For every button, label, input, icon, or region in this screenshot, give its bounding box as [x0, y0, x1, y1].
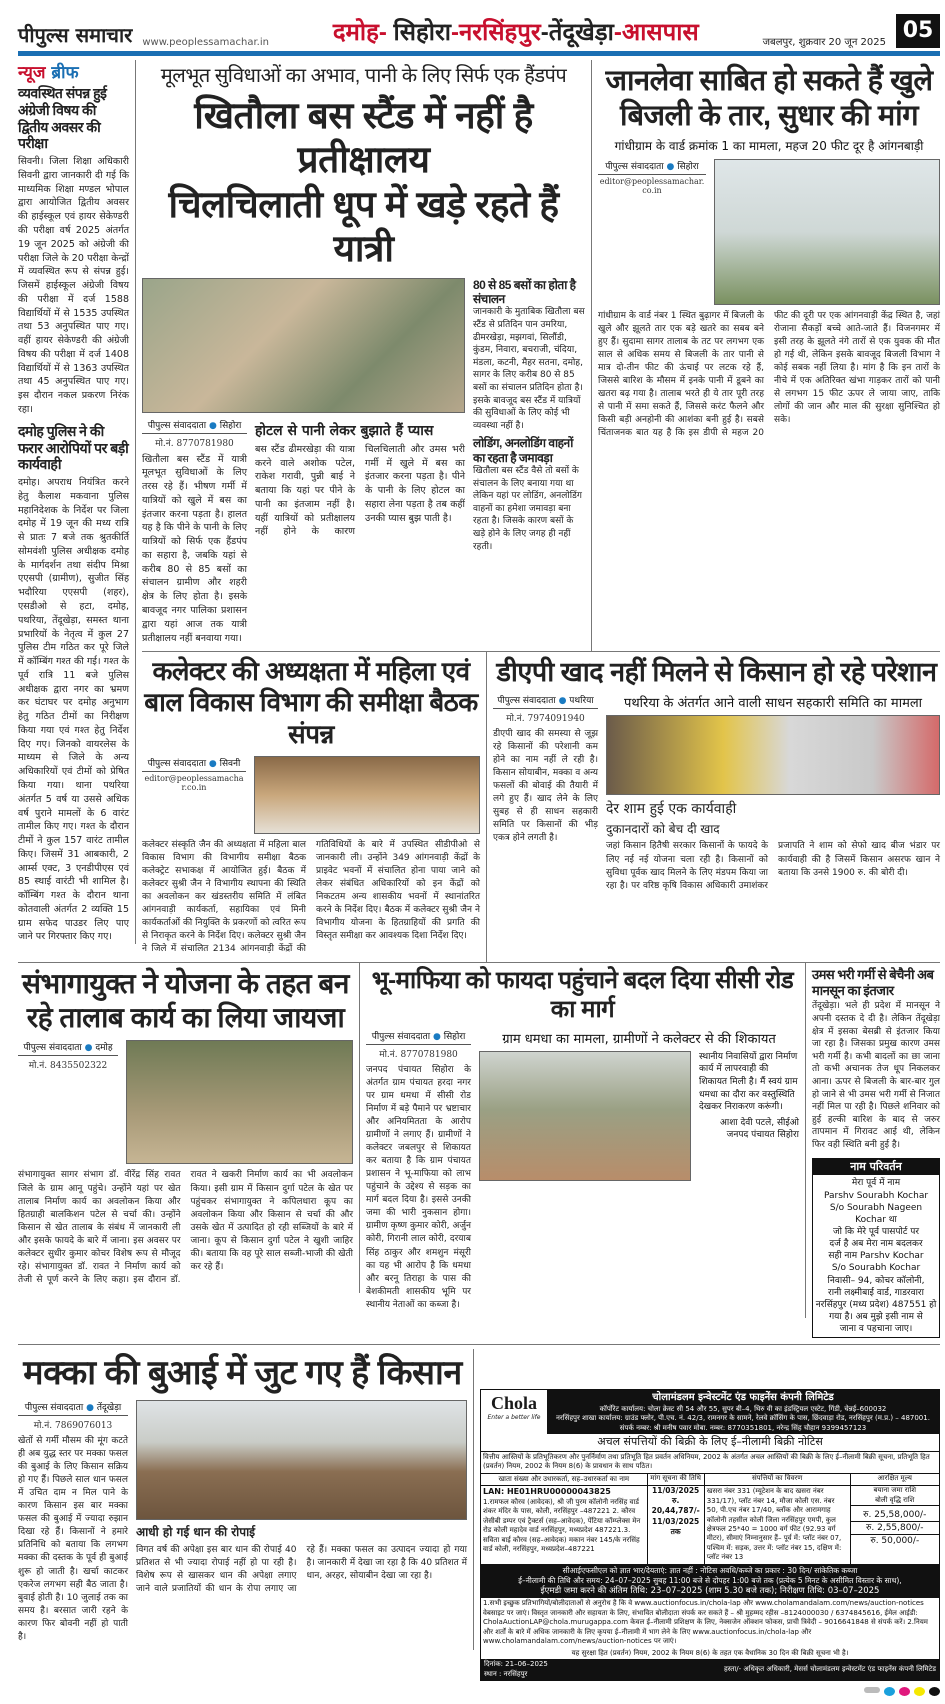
road-headline: भू-माफिया को फायदा पहुंचाने बदल दिया सीसी रोड का मार्ग	[371, 967, 794, 1024]
company-name: चोलामंडलम इन्वेस्टमेंट एंड फाइनेंस कंपनी लिमिटेड	[652, 1392, 834, 1404]
page-number: 05	[896, 14, 940, 48]
reserve-price: रु. 25,58,000/-	[851, 1509, 939, 1522]
dap-subhead-2: दुकानदारों को बेच दी खाद	[606, 821, 720, 836]
byline-place: सिहोरा	[219, 420, 242, 431]
byline: पीपुल्स संवाददाता	[147, 420, 207, 431]
brief-label-b: ब्रीफ	[51, 63, 79, 83]
notice-title: अचल संपत्तियों की बिक्री के लिए ई–नीलामी बिक्री नोटिस	[481, 1434, 939, 1452]
name-change-line: रानी लक्ष्मीबाई वार्ड, गाडरवारा	[828, 1287, 924, 1298]
sidebar-title: लोडिंग, अनलोडिंग वाहनों का रहता है जमावड़ा	[473, 436, 573, 465]
section-title	[279, 15, 753, 48]
emd-deadline: ईएमडी जमा करने की अंतिम तिथि: 23–07–2025 (शाम 5.30 बजे तक); निरीक्षण तिथि: 03–07–2025	[540, 1585, 880, 1596]
statutory-note: यह सुरक्षा हित (प्रवर्तन) नियम, 2002 के नियम 8(6) के तहत एक वैधानिक 30 दिन की बिक्री सूचना भी है।	[571, 1648, 849, 1657]
byline: पीपुल्स संवाददाता	[23, 1043, 82, 1054]
maize-body: खेतों से गर्मी मौसम की मूंग कटते ही अब युद्ध स्तर पर मक्का फसल की बुआई के लिए किसान सक्रिय हो गए हैं। पिछले साल धान फसल में उचित दाम न मिल पाने के कारण किसान इस बार मक्का फसल की बुआई में ज्यादा रुझान दिखा रहे हैं। किसानों ने हमारे प्रतिनिधि को बताया कि लगभग मक्का की दस्तक के पूर्व ही बुआई शुरू हो जाती है। खर्चा काटकर एकरेज लगभग सही बैठ जाता है। बुवाई होती है। 10 जुलाई तक का समय है। बरसात जारी रहने के कारण फिर बोवनी नहीं हो पाती है।	[18, 1436, 128, 1642]
name-change-line: जाना व पहचाना जाए।	[839, 1324, 913, 1335]
byline: पीपुल्स संवाददाता	[147, 758, 207, 769]
chola-auction-ad	[480, 1389, 940, 1681]
byline-place: सिवनी	[219, 758, 241, 769]
weather-headline: उमस भरी गर्मी से बेचैनी अब मानसून का इंतजार	[812, 967, 934, 998]
section-title-part: सिहोरा	[386, 19, 451, 46]
main-body: खितौला बस स्टैंड में यात्री मूलभूत सुविधाओं के लिए तरस रहे हैं। भीषण गर्मी में यात्रियों को खुले में बस का इंतजार करना पड़ता है। हालत यह है कि पीने के पानी के लिए यात्रियों को सिर्फ एक हैंडपंप का सहारा है, जबकि यहां से करीब 80 से 85 बसों का संचालन ग्रामीण और शहरी क्षेत्र के लिए होता है। इसके बावजूद नगर पालिका प्रशासन द्वारा यहां आज तक यात्री प्रतीक्षालय नहीं बनवाया गया।	[142, 453, 247, 644]
dap-subhead: पथरिया के अंतर्गत आने वाली साधन सहकारी समिति का मामला	[623, 695, 923, 711]
mobile: मो.नं. 7974091940	[506, 713, 585, 724]
maize-body-2: विगत वर्ष की अपेक्षा इस बार धान की रोपाई 40 प्रतिशत से भी ज्यादा रोपाई नहीं हो पा रही है। विशेष रूप से खासकर धान की अपेक्षा लगाए जाने वाले प्रजातियों की धान के रोपा लगाए जा रहे हैं। मक्का फसल का उत्पादन ज्यादा हो गया है। जानकारी में देखा जा रहा है कि 40 प्रतिशत में धान, अरहर, सोयाबीन देखा जा रहा है।	[136, 1544, 467, 1594]
demand-till: 11/03/2025 तक	[652, 1516, 700, 1536]
meeting-photo	[254, 756, 480, 834]
dap-body-2: जहां किसान हितैषी सरकार किसानों के फायदे के लिए नई नई योजना चला रही है। किसानों को सुविधा पूर्वक खाद मिलने के लिए मंडपम किया जा रहा है। पर वरिष्ठ कृषि विकास अधिकारी उमाशंकर प्रजापति ने शाम को सेफो खाद बीज भंडार पर कार्यवाही की है जिसमें किसान असरफ खान ने बताया कि उनसे 1900 रु. की बोरी दी।	[606, 841, 940, 891]
name-change-line: सही नाम Parshv Kochar	[828, 1251, 924, 1262]
name-change-line: S/o Sourabh Kochar	[831, 1263, 921, 1274]
weather-body: तेंदूखेड़ा। भले ही प्रदेश में मानसून ने अपनी दस्तक दे दी है। लेकिन तेंदूखेड़ा क्षेत्र में इसका बेसब्री से इंतजार किया जा रहा है। जिसका प्रमुख कारण उमस भरी गर्मी है। कभी बादलों का छा जाना तो कभी अचानक तेज धूप निकलकर आना। ऊपर से बिजली के बार-बार गुल हो जाने से भी उमस भरी गर्मी से निजात नहीं मिल पा रही है। पिछले शनिवार को हुई हल्की बारिश के बाद से जरुर तापमान में गिरावट आई थी, लेकिन फिर वही स्थिति बनी हुई है।	[812, 1001, 940, 1150]
name-change-title: नाम परिवर्तन	[813, 1159, 939, 1176]
collector-body: कलेक्टर संस्कृति जैन की अध्यक्षता में महिला बाल विकास विभाग की विभागीय समीक्षा बैठक कलेक्ट्रेट सभाकक्ष में आयोजित हुई। बैठक में कलेक्टर सुश्री जैन ने विभागीय स्थापना की स्थिति का अवलोकन कर खंडस्तरीय समिति में लंबित आंगनवाड़ी कार्यकर्ता, सहायिका एवं मिनी कार्यकर्ताओं की नियुक्ति के प्रकरणों को त्वरित रूप से निराकृत करने के निर्देश दिए। कलेक्टर सुश्री जैन ने जिले में संचालित 2134 आंगनवाड़ी केंद्रों की गतिविधियों के बारे में उपस्थित सीडीपीओ से जानकारी ली। उन्होंने 349 आंगनवाड़ी केंद्रों के प्राइवेट भवनों में संचालित होना पाया जाने को लेकर संबंधित अधिकारियों को इन केंद्रों को निकटतम अन्य शासकीय भवनों में स्थानांतरित करने के निर्देश दिए। बैठक में कलेक्टर सुश्री जैन ने विभागीय योजना के हितग्राहियों की प्रगति की विस्तृत समीक्षा कर आवश्यक दिशा निर्देश दिए।	[142, 839, 480, 955]
byline: पीपुल्स संवाददाता	[24, 1403, 84, 1414]
email: editor@peoplessamachar.co.in	[144, 773, 244, 792]
emd-amount: रु. 2,55,800/-	[851, 1522, 939, 1535]
terms: 1.सभी इच्छुक प्रतिभागियों/बोलीदाताओं से अनुरोध है कि वे www.auctionfocus.in/chola-lap और www.cholamandalam.com/news/auction-notices वेबसाइट पर जाएं। विस्तृत जानकारी और सहायता के लिए, संभावित बोलीदाता संपर्क कर सकते हैं – श्री मुहम्मद रहीस –8124000030 / 6374845616, ईमेल आईडी: CholaAuctionLAP@chola.murugappa.com केवल ई–नीलामी प्रशिक्षण के लिए, नेक्सजेन ऑक्शन फोकस, प्राची त्रिवेदी – 9016641848 से संपर्क करें। 2.नियम और शर्तों के बारे में अधिक जानकारी के लिए कृपया ई–नीलामी में भाग लेने के लिए www.auctionfocus.in/chola-lap और www.cholamandalam.com/news/auction-notices पर जाएं।	[483, 1599, 928, 1646]
brief-headline: दमोह पुलिस ने की फरार आरोपियों पर बड़ी कार्यवाही	[18, 422, 129, 473]
th-account: खाता संख्या और उधारकर्ता, सह–उधारकर्ता का नाम	[481, 1474, 648, 1485]
name-change-line: मेरा पूर्व में नाम	[851, 1178, 901, 1189]
officer-quote	[699, 1051, 799, 1142]
byline-place: सिहोरा	[443, 1031, 466, 1042]
wire-body: गांधीग्राम के वार्ड नंबर 1 स्थित बुढ़ागर में बिजली के खुले और झूलते तार एक बड़े खतरे का सबब बने हुए हैं। सुदामा सागर तालाब के तट पर लगभग एक साल से अधिक समय से बिजली के तार पानी से मात्र दो-तीन फीट की ऊंचाई पर लटक रहे हैं, जिससे बारिश के मौसम में इनके पानी में डूबने का खतरा बढ़ गया है। तालाब भरते ही ये तार पूरी तरह से पानी में समा सकते हैं, जिससे करंट फैलने और किसी बड़ी अनहोनी की आशंका बनी हुई है। सबसे चिंताजनक बात यह है कि इस डीपी से महज 20 फीट की दूरी पर एक आंगनवाड़ी केंद्र स्थित है, जहां रोजाना सैकड़ों बच्चे आते-जाते हैं। विजनगमर में इसी तरह के झूलते नंगे तारों से एक युवक की मौत हो गई थी, लेकिन इसके बावजूद बिजली विभाग ने कोई सबक नहीं लिया है। मांग है कि इन तारों के नीचे में एक अतिरिक्त खंभा गाड़कर तारों को पानी से लगभग 15 फीट ऊपर ले जाया जाए, ताकि लोगों की जान और माल की सुरक्षा सुनिश्चित हो सके।	[598, 310, 940, 439]
tank-story: संभागायुक्त ने योजना के तहत बन रहे तालाब कार्य का लिया जायजा पीपुल्स संवाददाता ● दमोह मो.नं. 8435502322 संभागायुक्त सागर संभाग डॉ. वीरेंद्र सिंह रावत जिले के ग्राम आनू पहुंचे। उन्होंने यहां पर खेत तालाब निर्माण कार्य का अवलोकन किया और हितग्राही बालकिशन पटेल से चर्चा की। उन्होंने किसान से खेत तालाब के संबंध में जानकारी ली और इसके फायदे के बारे में जाना। इस अवसर पर कलेक्टर सुधीर कुमार कोचर विशेष रूप से मौजूद रहे। संभागायुक्त डॉ. रावत ने निर्माण कार्य को तेजी से पूर्ण करने के लिए कहा। इस दौरान डॉ. रावत ने खकरी निर्माण कार्य का भी अवलोकन किया। इसी ग्राम में किसान दुर्गा पटेल के खेत पर पहुंचकर संभागायुक्त ने कपिलधारा कूप का अवलोकन किया और किसान से चर्चा की और उसके खेत में उत्पादित हो रही सब्जियों के बारे में जाना। कूप से किसान दुर्गा पटेल ने खुशी जाहिर की। बताया कि वह पूरे साल सब्जी-भाजी की खेती कर रहे हैं।	[18, 963, 360, 1293]
brief-headline: व्यवस्थित संपन्न हुई अंग्रेजी विषय की द्वितीय अवसर की परीक्षा	[18, 85, 107, 152]
increment-amount: रु. 50,000/-	[870, 1536, 920, 1547]
loan-account: LAN: HE01HRU00000043825	[483, 1487, 611, 1497]
byline: पीपुल्स संवाददाता	[371, 1031, 431, 1042]
dap-subhead-3: देर शाम हुई एक कार्यवाही	[606, 800, 737, 817]
encumbrance: सीआईएफसीएल को ज्ञात भार/देयताएं: ज्ञात नहीं : नोटिस अवधि/कब्जे का प्रकार : 30 दिन/ सांकेतिक कब्जा	[562, 1565, 858, 1575]
main-kicker: मूलभूत सुविधाओं का अभाव, पानी के लिए सिर्फ एक हैंडपंप	[160, 65, 567, 87]
road-story: भू-माफिया को फायदा पहुंचाने बदल दिया सीसी रोड का मार्ग पीपुल्स संवाददाता ● सिहोरा मो.नं. 8770781980 जनपद पंचायत सिहोरा के अंतर्गत ग्राम पंचायत हरदा नगर पर ग्राम धमधा में सीसी रोड निर्माण में बड़े पैमाने पर भ्रष्टाचार और अनियमितता के आरोप ग्रामीणों ने लगाए हैं। ग्रामीणों ने कलेक्टर जबलपुर से शिकायत कर बताया है कि ग्राम पंचायत प्रशासन ने भू-माफिया को लाभ पहुंचाने के उद्देश्य से सड़क का मार्ग बदल दिया है। इससे उनकी जमा की भारी नुकसान होगा। ग्रामीण कृष्ण कुमार कोरी, अर्जुन कोरी, गिरानी लाल कोरी, दरयाब सिंह ठाकुर और शमशुन मंसूरी का यह भी आरोप है कि धमधा और बरनू तिराहा के पास की बेशकीमती शासकीय भूमि पर स्थानीय नेताओं का कब्जा है। ग्राम धमधा का मामला, ग्रामीणों ने कलेक्टर से की शिकायत स्थानीय निवासियों द्वारा निर्माण कार्य में लापरवाही की शिकायत मिली है। मैं स्वयं ग्राम धमधा का दौरा कर वस्तुस्थिति देखकर निराकरण करूंगी। आशा देवी पटले, सीईओ जनपद पंचायत सिहोरा	[366, 963, 806, 1317]
byline-place: पथरिया	[569, 695, 594, 706]
notice-date: दिनांक: 21–06–2025	[484, 1660, 548, 1669]
name-change-line: S/o Sourabh Nageen Kochar था	[829, 1202, 923, 1225]
mobile: मो.नं. 8770781980	[379, 1049, 458, 1060]
notice-intro: वित्तीय आस्तियों के प्रतिभूतिकरण और पुनर्निर्माण तथा प्रतिभूति हित प्रवर्तन अधिनियम, 2002 के अंतर्गत अचल आस्तियों की बिक्री के लिए ई–नीलामी बिक्री सूचना, प्रतिभूति हित (प्रवर्तन) नियम, 2002 के नियम 8(6) के प्रावधान के साथ पठित।	[481, 1452, 939, 1474]
collector-headline: कलेक्टर की अध्यक्षता में महिला एवं बाल विकास विभाग की समीक्षा बैठक संपन्न	[144, 656, 478, 749]
road-subhead: ग्राम धमधा का मामला, ग्रामीणों ने कलेक्टर से की शिकायत	[502, 1031, 776, 1047]
wire-headline: जानलेवा साबित हो सकते हैं खुले बिजली के तार, सुधार की मांग	[605, 65, 933, 132]
chola-tagline: Enter a better life	[487, 1414, 541, 1422]
email: editor@peoplessamachar.co.in	[599, 176, 705, 195]
fertilizer-shop-photo	[606, 715, 940, 795]
contact-numbers: संपर्क नम्बर: श्री मनीष पवार मोबा. नम्बर: 8770351801, नरेन्द्र सिंह चौहान 9399457123	[619, 1423, 867, 1432]
byline-place: तेंदूखेड़ा	[96, 1403, 122, 1414]
byline: पीपुल्स संवाददाता	[497, 695, 556, 706]
road-construction-photo	[479, 1051, 691, 1181]
main-sidebar	[473, 278, 585, 554]
website[interactable]: www.peoplessamachar.in	[142, 37, 269, 48]
quote-author-office: जनपद पंचायत सिहोरा	[726, 1130, 799, 1141]
quote-author: आशा देवी पटले, सीईओ	[720, 1117, 799, 1128]
section-title-part: -तेंदूखेड़ा	[540, 19, 614, 46]
name-change-line: Parshv Sourabh Kochar	[823, 1190, 929, 1201]
property-description: खसरा नंबर 331 (म्यूटेशन के बाद खसरा नंबर 331/17), प्लॉट नंबर 14, मौजा कोली एस. नंबर 50, पी.एच नंबर 17/40, ब्लॉक और आरामगाह कॉलोनी तहसील कोली जिला नरसिंहपुर एमपी, कुल क्षेत्रफल 25*40 = 1000 वर्ग फीट (92.93 वर्ग मीटर), सीमाएं निम्नानुसार हैं– पूर्व में: प्लॉट नंबर 07, पश्चिम में: सड़क, उत्तर में: प्लॉट नंबर 15, दक्षिण में: प्लॉट नंबर 13	[705, 1485, 851, 1564]
quote-text: स्थानीय निवासियों द्वारा निर्माण कार्य में लापरवाही की शिकायत मिली है। मैं स्वयं ग्राम धमधा का दौरा कर वस्तुस्थिति देखकर निराकरण करूंगी।	[699, 1051, 798, 1113]
logo: पीपुल्स समाचार	[18, 23, 133, 47]
name-change-line: निवासी– 94, कोचर कॉलोनी,	[827, 1275, 925, 1286]
main-story: मूलभूत सुविधाओं का अभाव, पानी के लिए सिर्फ एक हैंडपंप खितौला बस स्टैंड में नहीं है प्रतीक्षालय चिलचिलाती धूप में खड़े रहते हैं यात्री पीपुल्स संवाददाता ● सिहोरा मो.नं. 8770781980 खितौला बस स्टैंड में यात्री मूलभूत सुविधाओं के लिए तरस रहे हैं। भीषण गर्मी में यात्रियों को खुले में बस का इंतजार करना पड़ता है। हालत यह है कि पीने के पानी के लिए यात्रियों को सिर्फ एक हैंडपंप का सहारा है, जबकि यहां से करीब 80 से 85 बसों का संचालन ग्रामीण और शहरी क्षेत्र के लिए होता है। इसके बावजूद नगर पालिका प्रशासन द्वारा यहां आज तक यात्री प्रतीक्षालय नहीं बनवाया गया। होटल से पानी लेकर बुझाते हैं प्यास बस स्टैंड ढीमरखेड़ा की यात्रा करने वाले अशोक पटेल, राकेश गरावी, पुन्नी बाई ने बताया कि यहां पर पीने के पानी का इंतजाम नहीं है। यहीं यात्रियों को प्रतीक्षालय नहीं होने के कारण चिलचिलाती और उमस भरी गर्मी में खुले में बस का इंतजार करना पड़ता है। पीने के पानी के लिए होटल का सहारा लेना पड़ता है तब कहीं उनकी प्यास बुझ पाती है। 80 से 85 बसों का होता है संचालन जानकारी के मुताबिक खितौला बस स्टैंड से प्रतिदिन पान उमरिया, ढीमरखेड़ा, मझगवां, सिलौंडी, कुंडम, निवारा, बचराजी, चंदिया, मंडला, कटनी, मैहर सतना, दमोह, सागर के लिए करीब 80 से 85 बसों का संचालन प्रतिदिन होता है। इसके बावजूद बस स्टैंड में यात्रियों की सुविधाओं के लिए कोई भी व्यवस्था नहीं है। लोडिंग, अनलोडिंग वाहनों का रहता है जमावड़ा खितौला बस स्टैंड वैसे तो बसों के संचालन के लिए बनाया गया था लेकिन यहां पर लोडिंग, अनलोडिंग वाहनों का हमेशा जमावड़ा बना रहता है। जिसके कारण बसों के खड़े होने के लिए जगह ही नहीं रहती।	[142, 60, 592, 651]
name-change-line: गया है। अब मुझे इसी नाम से	[829, 1311, 923, 1322]
name-change-line: जो कि मेरे पूर्व पासपोर्ट पर	[832, 1226, 920, 1237]
branch-address: नरसिंहपुर शाखा कार्यालय: ग्राउंड फ्लोर, पी.एच. नं. 42/3, रामनगर के सामने, रेलवे क्रॉसिंग के पास, छिंदवाड़ा रोड, नरसिंहपुर (म.प्र.) – 487001.	[556, 1414, 930, 1423]
brief-body: सिवनी। जिला शिक्षा अधिकारी सिवनी द्वारा जानकारी दी गई कि माध्यमिक शिक्षा मण्डल भोपाल द्वारा आयोजित द्वितीय अवसर की हाईस्कूल एवं हायर सेकेण्डरी की परीक्षा वर्ष 2025 अंतर्गत 19 जून 2025 को अंग्रेजी की परीक्षा जिले के 20 परीक्षा केन्द्रों में व्यवस्थित रूप से संपन्न हुई। जिसमें हाईस्कूल अंग्रेजी विषय की परीक्षा में दर्ज 1588 विद्यार्थियों में से 1535 उपस्थित तथा 53 अनुपस्थित पाए गए। वहीं हायर सेकेण्डरी की अंग्रेजी विषय की परीक्षा में दर्ज 1408 विद्यार्थियों में से 1363 उपस्थित तथा 45 अनुपस्थित पाए गए। इस दौरान नकल प्रकरण निरंक रहा।	[18, 156, 129, 415]
increment-label: बोली वृद्धि राशि	[851, 1496, 939, 1506]
wire-subhead: गांधीग्राम के वार्ड क्रमांक 1 का मामला, महज 20 फीट दूर है आंगनबाड़ी	[614, 138, 924, 153]
maize-story: मक्का की बुआई में जुट गए हैं किसान पीपुल्स संवाददाता ● तेंदूखेड़ा मो.नं. 7869076013 खेतों से गर्मी मौसम की मूंग कटते ही अब युद्ध स्तर पर मक्का फसल की बुआई के लिए किसान सक्रिय हो गए हैं। पिछले साल धान फसल में उचित दाम न मिल पाने के कारण किसान इस बार मक्का फसल की बुआई में ज्यादा रुझान दिखा रहे हैं। किसानों ने हमारे प्रतिनिधि को बताया कि लगभग मक्का की दस्तक के पूर्व ही बुआई शुरू हो जाती है। खर्चा काटकर एकरेज लगभग सही बैठ जाता है। बुवाई होती है। 10 जुलाई तक का समय है। बरसात जारी रहने के कारण फिर बोवनी नहीं हो पाती है। आधी हो गई धान की रोपाई विगत वर्ष की अपेक्षा इस बार धान की रोपाई 40 प्रतिशत से भी ज्यादा रोपाई नहीं हो पा रही है। विशेष रूप से खासकर धान की अपेक्षा लगाए जाने वाले प्रजातियों की धान के रोपा लगाए जा रहे हैं। मक्का फसल का उत्पादन ज्यादा हो गया है। जानकारी में देखा जा रहा है कि 40 प्रतिशत में धान, अरहर, सोयाबीन देखा जा रहा है।	[18, 1349, 474, 1650]
name-change-lines	[813, 1175, 939, 1337]
sidebar-body: जानकारी के मुताबिक खितौला बस स्टैंड से प्रतिदिन पान उमरिया, ढीमरखेड़ा, मझगवां, सिलौंडी, कुंडम, निवारा, बचराजी, चंदिया, मंडला, कटनी, मैहर सतना, दमोह, सागर के लिए करीब 80 से 85 बसों का संचालन प्रतिदिन होता है। इसके बावजूद बस स्टैंड में यात्रियों की सुविधाओं के लिए कोई भी व्यवस्था नहीं है।	[473, 307, 585, 431]
main-subhead: होटल से पानी लेकर बुझाते हैं प्यास	[255, 422, 434, 439]
dap-body: डीएपी खाद की समस्या से जूझ रहे किसानों की परेशानी कम होने का नाम नहीं ले रही है। किसान सोयाबीन, मक्का व अन्य फसलों की बोवाई की तैयारी में लगे हुए हैं। खाद लेने के लिए सुबह से ही साधन सहकारी समिति पर किसानों की भीड़ एकत्र होने लगती है।	[493, 728, 598, 844]
main-headline-1: खितौला बस स्टैंड में नहीं है प्रतीक्षालय	[194, 95, 533, 181]
name-change-line: दर्ज है अब मेरा नाम बदलकर	[829, 1239, 923, 1250]
tractor-photo	[136, 1400, 467, 1520]
wire-story: जानलेवा साबित हो सकते हैं खुले बिजली के तार, सुधार की मांग गांधीग्राम के वार्ड क्रमांक 1 का मामला, महज 20 फीट दूर है आंगनबाड़ी पीपुल्स संवाददाता ● सिहोरा editor@peoplessamachar.co.in गांधीग्राम के वार्ड नंबर 1 स्थित बुढ़ागर में बिजली के खुले और झूलते तार एक बड़े खतरे का सबब बने हुए हैं। सुदामा सागर तालाब के तट पर लगभग एक साल से अधिक समय से बिजली के तार पानी से मात्र दो-तीन फीट की ऊंचाई पर लटक रहे हैं, जिससे बारिश के मौसम में इनके पानी में डूबने का खतरा बढ़ गया है। तालाब भरते ही ये तार पूरी तरह से पानी में समा सकते हैं, जिससे करंट फैलने और किसी बड़ी अनहोनी की आशंका बनी हुई है। सबसे चिंताजनक बात यह है कि इस डीपी से महज 20 फीट की दूरी पर एक आंगनवाड़ी केंद्र स्थित है, जहां रोजाना सैकड़ों बच्चे आते-जाते हैं। विजनगमर में इसी तरह के झूलते नंगे तारों से एक युवक की मौत हो गई थी, लेकिन इसके बावजूद बिजली विभाग ने कोई सबक नहीं लिया है। मांग है कि इन तारों के नीचे में एक अतिरिक्त खंभा गाड़कर तारों को पानी से लगभग 15 फीट ऊपर ले जाया जाए, ताकि लोगों की जान और माल की सुरक्षा सुनिश्चित हो सके।	[598, 60, 940, 446]
byline-place: सिहोरा	[677, 161, 699, 172]
collector-story: कलेक्टर की अध्यक्षता में महिला एवं बाल विकास विभाग की समीक्षा बैठक संपन्न पीपुल्स संवाददाता ● सिवनी editor@peoplessamachar.co.in कलेक्टर संस्कृति जैन की अध्यक्षता में महिला बाल विकास विभाग की विभागीय समीक्षा बैठक कलेक्ट्रेट सभाकक्ष में आयोजित हुई। बैठक में कलेक्टर सुश्री जैन ने विभागीय स्थापना की स्थिति का अवलोकन कर खंडस्तरीय समिति में लंबित आंगनवाड़ी कार्यकर्ता, सहायिका एवं मिनी कार्यकर्ताओं की नियुक्ति के प्रकरणों को त्वरित रूप से निराकृत करने के निर्देश दिए। कलेक्टर सुश्री जैन ने जिले में संचालित 2134 आंगनवाड़ी केंद्रों की गतिविधियों के बारे में उपस्थित सीडीपीओ से जानकारी ली। उन्होंने 349 आंगनवाड़ी केंद्रों के प्राइवेट भवनों में संचालित होना पाया जाने को लेकर संबंधित अधिकारियों को इन केंद्रों को निकटतम अन्य शासकीय भवनों में स्थानांतरित करने के निर्देश दिए। बैठक में कलेक्टर सुश्री जैन ने विभागीय योजना के हितग्राहियों की प्रगति की विस्तृत समीक्षा कर आवश्यक दिशा निर्देश दिए।	[142, 652, 487, 962]
sidebar-title: 80 से 85 बसों का होता है संचालन	[473, 277, 576, 306]
tank-body: संभागायुक्त सागर संभाग डॉ. वीरेंद्र सिंह रावत जिले के ग्राम आनू पहुंचे। उन्होंने यहां पर खेत तालाब निर्माण कार्य का अवलोकन किया और हितग्राही बालकिशन पटेल से चर्चा की। उन्होंने किसान से खेत तालाब के संबंध में जानकारी ली और इसके फायदे के बारे में जाना। इस अवसर पर कलेक्टर सुधीर कुमार कोचर विशेष रूप से मौजूद रहे। संभागायुक्त डॉ. रावत ने निर्माण कार्य को तेजी से पूर्ण करने के लिए कहा। इस दौरान डॉ. रावत ने खकरी निर्माण कार्य का भी अवलोकन किया। इसी ग्राम में किसान दुर्गा पटेल के खेत पर पहुंचकर संभागायुक्त ने कपिलधारा कूप का अवलोकन किया और किसान से चर्चा की और उसके खेत में उत्पादित हो रही सब्जियों के बारे में जाना। कूप से किसान दुर्गा पटेल ने खुशी जाहिर की। बताया कि वह पूरे साल सब्जी-भाजी की खेती कर रहे हैं।	[18, 1170, 353, 1285]
auction-date: ई–नीलामी की तिथि और समय: 24–07–2025 सुबह 11:00 बजे से दोपहर 1:00 बजे तक (प्रत्येक 5 मिनट के असीमित विस्तार के साथ),	[518, 1575, 902, 1585]
main-body-2: बस स्टैंड ढीमरखेड़ा की यात्रा करने वाले अशोक पटेल, राकेश गरावी, पुन्नी बाई ने बताया कि यहां पर पीने के पानी का इंतजाम नहीं है। यहीं यात्रियों को प्रतीक्षालय नहीं होने के कारण चिलचिलाती और उमस भरी गर्मी में खुले में बस का इंतजार करना पड़ता है। पीने के पानी के लिए होटल का सहारा लेना पड़ता है तब कहीं उनकी प्यास बुझ पाती है।	[255, 443, 465, 538]
masthead	[18, 0, 940, 56]
dap-headline: डीएपी खाद नहीं मिलने से किसान हो रहे परेशान	[496, 657, 937, 688]
road-body: जनपद पंचायत सिहोरा के अंतर्गत ग्राम पंचायत हरदा नगर पर ग्राम धमधा में सीसी रोड निर्माण में बड़े पैमाने पर भ्रष्टाचार और अनियमितता के आरोप ग्रामीणों ने लगाए हैं। ग्रामीणों ने कलेक्टर जबलपुर से शिकायत कर बताया है कि ग्राम पंचायत प्रशासन ने भू-माफिया को लाभ पहुंचाने के उद्देश्य से सड़क का मार्ग बदल दिया है। इससे उनकी जमा की भारी नुकसान होगा। ग्रामीण कृष्ण कुमार कोरी, अर्जुन कोरी, गिरानी लाल कोरी, दरयाब सिंह ठाकुर और शमशुन मंसूरी का यह भी आरोप है कि धमधा और बरनू तिराहा के पास की बेशकीमती शासकीय भूमि पर स्थानीय नेताओं का कब्जा है।	[366, 1064, 471, 1310]
section-title-part: -आसपास	[613, 19, 699, 46]
dateline: जबलपुर, शुक्रवार 20 जून 2025	[762, 37, 886, 48]
mobile: मो.नं. 7869076013	[33, 1421, 113, 1432]
th-demand: मांग सूचना की तिथि	[648, 1474, 705, 1485]
name-change-line: नरसिंहपुर (मध्य प्रदेश) 487551 हो	[815, 1299, 937, 1310]
electric-wires-photo	[714, 159, 940, 305]
name-change-notice	[812, 1158, 940, 1339]
chola-logo: Chola	[490, 1393, 537, 1414]
byline: पीपुल्स संवाददाता	[605, 161, 664, 172]
maize-headline: मक्का की बुआई में जुट गए हैं किसान	[23, 1354, 462, 1393]
main-headline-2: चिलचिलाती धूप में खड़े रहते हैं यात्री	[168, 183, 559, 270]
sidebar-body: खितौला बस स्टैंड वैसे तो बसों के संचालन के लिए बनाया गया था लेकिन यहां पर लोडिंग, अनलोडिंग वाहनों का हमेशा जमावड़ा बना रहता है। जिसके कारण बसों के खड़े होने के लिए जगह ही नहीं रहती।	[473, 466, 582, 552]
th-property: संपत्तियों का विवरण	[705, 1474, 851, 1485]
byline-place: दमोह	[95, 1043, 113, 1054]
brief-label-a: न्यूज	[18, 63, 46, 83]
mobile: मो.नं. 8770781980	[155, 438, 234, 449]
tank-headline: संभागायुक्त ने योजना के तहत बन रहे तालाब कार्य का लिया जायजा	[22, 968, 349, 1033]
tank-inspection-photo	[126, 1040, 353, 1164]
demand-date: 11/03/2025	[652, 1486, 700, 1496]
mobile: मो.नं. 8435502322	[28, 1061, 108, 1072]
demand-amount: रु. 20,44,787/-	[651, 1496, 700, 1516]
section-title-part: -नरसिंहपुर	[450, 19, 541, 46]
brief-body: दमोह। अपराध नियंत्रित करने हेतु कैलाश मकवाना पुलिस महानिदेशक के निर्देश पर जिला दमोह में 19 जून की मध्य रात्रि से प्रातः 7 बजे तक श्रुतकीर्ति सोमवंशी पुलिस अधीक्षक दमोह के मार्गदर्शन तथा संदीप मिश्रा एएसपी (ग्रामीण), सुजीत सिंह भदौरिया एएसपी (शहर), एसडीओ से हटा, दमोह, पथरिया, तेंदूखेड़ा, समस्त थाना प्रभारियों के नेतृत्व में कुल 27 पुलिस टीम गठित कर पूरे जिले में कॉम्बिंग गश्त की गई। गश्त के पूर्व रात्रि 11 बजे पुलिस अधीक्षक द्वारा नगर का भ्रमण कर घंटाघर पर दमोह अनुभाग हेतु गठित टीमों का निरीक्षण किया गया एवं गश्त हेतु निर्देश दिए गए। जिनको वायरलेस के माध्यम से जिले के अन्य अधिकारियों एवं टीमों को प्रेषित किया गया। थाना पथरिया अंतर्गत 5 वर्ष या उससे अधिक वर्ष पुराने मामलों के 6 वारंट तामील किए गए। गश्त के दौरान टीमों ने कुल 157 वारंट तामील किए। जिसमें 31 आबकारी, 2 आर्म्स एक्ट, 3 एनडीपीएस एवं 85 स्थाई वारंटी भी शामिल है। कॉम्बिंग गश्त के दौरान थाना कोतवाली अंतर्गत 2 व्यक्ति 15 ग्राम सफेद पाउडर लिए पाए जाने पर गिरफ्तार किए गए।	[18, 477, 129, 943]
th-reserve: आरक्षित मूल्य	[877, 1473, 912, 1482]
dap-story: डीएपी खाद नहीं मिलने से किसान हो रहे परेशान पीपुल्स संवाददाता ● पथरिया मो.नं. 7974091940 डीएपी खाद की समस्या से जूझ रहे किसानों की परेशानी कम होने का नाम नहीं ले रही है। किसान सोयाबीन, मक्का व अन्य फसलों की बोवाई की तैयारी में लगे हुए हैं। खाद लेने के लिए सुबह से ही साधन सहकारी समिति पर किसानों की भीड़ एकत्र होने लगती है। पथरिया के अंतर्गत आने वाली साधन सहकारी समिति का मामला देर शाम हुई एक कार्यवाही दुकानदारों को बेच दी खाद जहां किसान हितैषी सरकार किसानों के फायदे के लिए नई नई योजना चला रही है। किसानों को सुविधा पूर्वक खाद मिलने के लिए मंडपम किया जा रहा है। पर वरिष्ठ कृषि विकास अधिकारी उमाशंकर प्रजापति ने शाम को सेफो खाद बीज भंडार पर कार्यवाही की है जिसमें किसान असरफ खान ने बताया कि उनसे 1900 रु. की बोरी दी।	[493, 652, 940, 898]
emd-label: बयाना जमा राशि	[873, 1486, 916, 1495]
section-title-part: दमोह-	[332, 19, 387, 46]
signatory: हस्ता/- अधिकृत अधिकारी, मेसर्स चोलामंडलम इन्वेस्टमेंट एंड फाइनेंस कंपनी लिमिटेड	[723, 1664, 936, 1673]
news-brief	[18, 60, 136, 944]
borrowers: 1.रामफल कौरव (आवेदक), श्री जी पुरम कॉलोनी नरसिंह वार्ड शंकर मंदिर के पास, कोली, नरसिंहपुर –487221 2. कौरव जेसीबी डम्पर एवं ट्रैक्टर्स (सह–आवेदक), पेंटिया कॉम्प्लेक्स मेन रोड कोली महादेव वार्ड नरसिंहपुर, मध्यप्रदेश 487221.3. सविता बाई कौरव (सह–आवेदक) मकान नंबर 145/के नरसिंह वार्ड कोली, नरसिंहपुर, मध्यप्रदेश–487221	[483, 1498, 641, 1554]
maize-subhead: आधी हो गई धान की रोपाई	[136, 1525, 256, 1540]
bus-stand-photo	[142, 278, 465, 413]
registration-marks	[18, 1687, 940, 1696]
corporate-address: कॉर्पोरेट कार्यालय: चोला क्रेस्ट सी 54 और 55, सुपर बी–4, थिरु वी का इंडस्ट्रियल एस्टेट, गिंडी, चेन्नई–600032	[599, 1404, 887, 1413]
notice-place: स्थान : नरसिंहपुर	[484, 1669, 528, 1678]
weather-story	[812, 967, 940, 1151]
